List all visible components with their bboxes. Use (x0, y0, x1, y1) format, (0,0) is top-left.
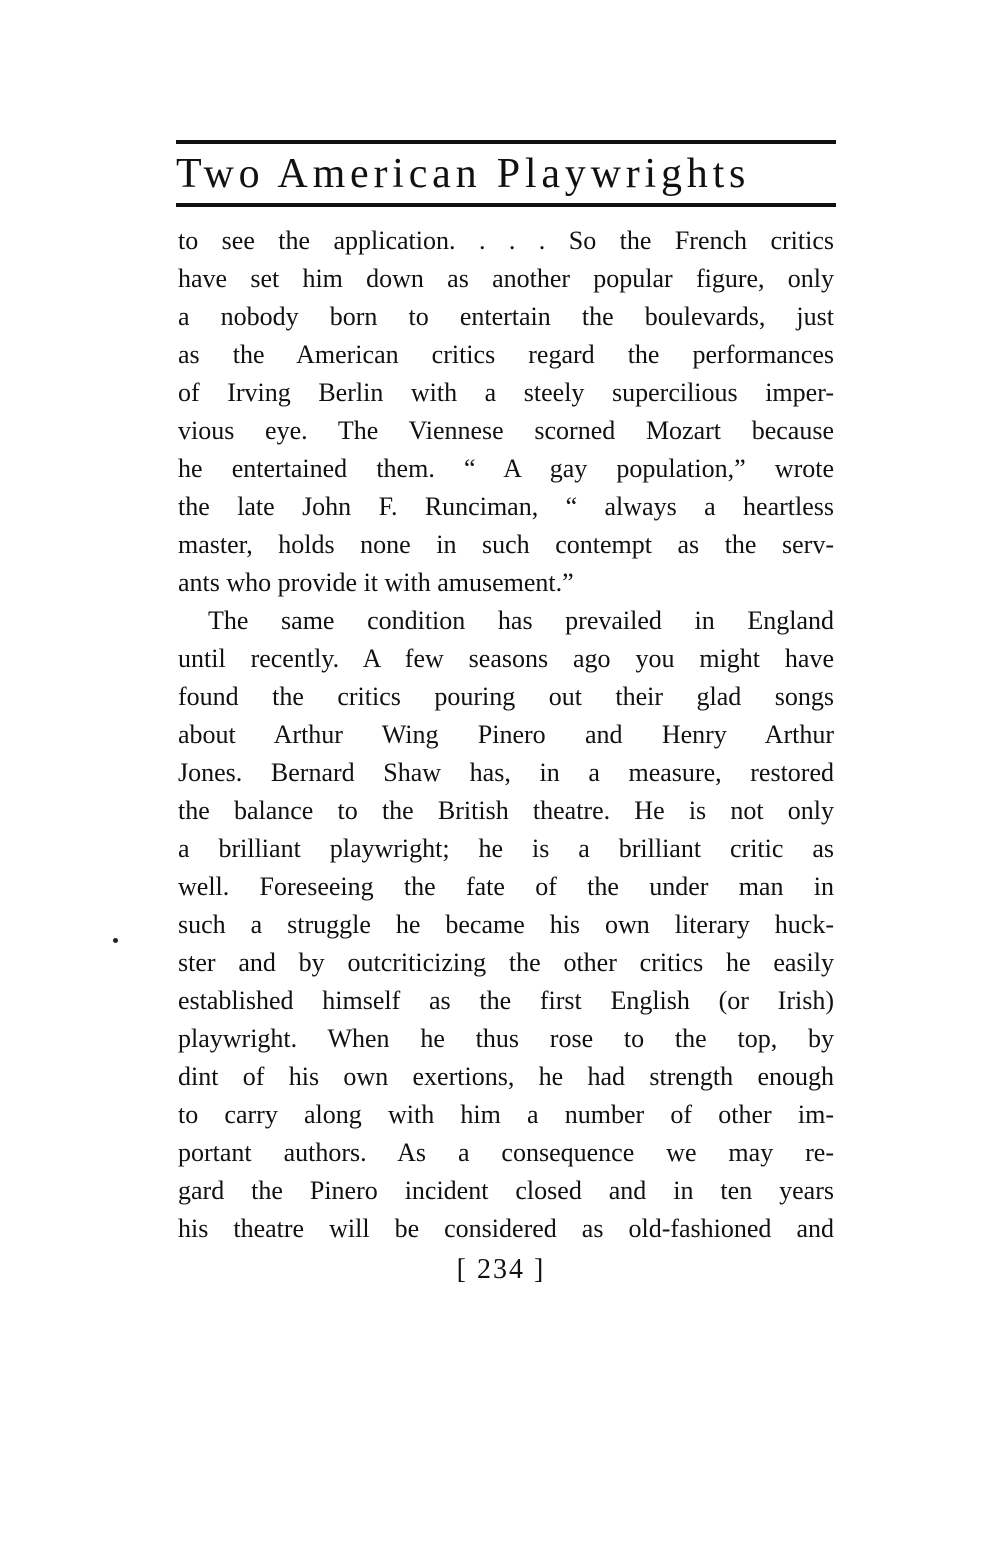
text-line: such a struggle he became his own literary huck- (178, 910, 834, 939)
text-line: he entertained them. “ A gay population,” wrote (178, 454, 834, 483)
text-line: master, holds none in such contempt as the serv- (178, 530, 834, 559)
text-line: The same condition has prevailed in England (208, 606, 834, 635)
header-rule-bottom (176, 203, 836, 207)
text-line: vious eye. The Viennese scorned Mozart because (178, 416, 834, 445)
text-line: the balance to the British theatre. He is not only (178, 796, 834, 825)
text-line: to see the application. . . . So the French critics (178, 226, 834, 255)
text-line: as the American critics regard the performances (178, 340, 834, 369)
text-line: Jones. Bernard Shaw has, in a measure, restored (178, 758, 834, 787)
text-line: to carry along with him a number of other im- (178, 1100, 834, 1129)
text-line: playwright. When he thus rose to the top, by (178, 1024, 834, 1053)
text-line: a nobody born to entertain the boulevards, just (178, 302, 834, 331)
text-line: about Arthur Wing Pinero and Henry Arthur (178, 720, 834, 749)
text-line: the late John F. Runciman, “ always a heartless (178, 492, 834, 521)
text-line: until recently. A few seasons ago you might have (178, 644, 834, 673)
margin-dot (113, 938, 118, 943)
text-line: ants who provide it with amusement.” (178, 568, 574, 597)
page-number: [ 234 ] (456, 1254, 546, 1285)
text-line: his theatre will be considered as old-fashioned and (178, 1214, 834, 1243)
body-text (178, 222, 834, 1248)
text-line: found the critics pouring out their glad songs (178, 682, 834, 711)
text-line: a brilliant playwright; he is a brilliant critic as (178, 834, 834, 863)
text-line: of Irving Berlin with a steely supercilious imper- (178, 378, 834, 407)
header-rule-top (176, 140, 836, 144)
text-line: dint of his own exertions, he had strength enough (178, 1062, 834, 1091)
text-line: ster and by outcriticizing the other critics he easily (178, 948, 834, 977)
text-line: portant authors. As a consequence we may re- (178, 1138, 834, 1167)
running-head: Two American Playwrights (176, 151, 751, 197)
text-line: have set him down as another popular figure, only (178, 264, 834, 293)
text-line: gard the Pinero incident closed and in ten years (178, 1176, 834, 1205)
text-line: established himself as the first English (or Irish) (178, 986, 834, 1015)
text-line: well. Foreseeing the fate of the under man in (178, 872, 834, 901)
